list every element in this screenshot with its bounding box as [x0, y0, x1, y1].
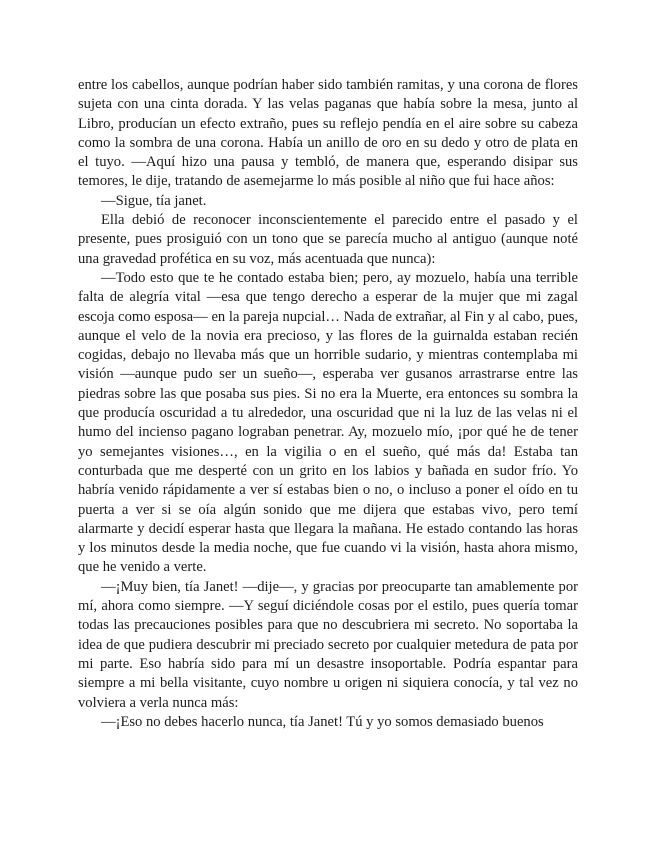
- paragraph-4: —Todo esto que te he contado estaba bien; pero, ay mozuelo, había una terrible falta de alegría vital —esa que tengo derecho a esperar de la mujer que mi zagal escoja como esposa— en la pareja nupcial… Nada de extrañar, al Fin y al cabo, pues, aunque el velo de la novia era precioso, y las flores de la guirnalda estaban recién cogidas, debajo no llevaba más que un horrible sudario, y mientras contemplaba mi visión —aunque pudo ser un sueño—, esperaba ver gusanos arrastrarse entre las piedras sobre las que posaba sus pies. Si no era la Muerte, era entonces su sombra la que producía oscuridad a tu alrededor, una oscuridad que ni la luz de las velas ni el humo del incienso pagano lograban penetrar. Ay, mozuelo mío, ¡por qué he de tener yo semejantes visiones…, en la vigilia o en el sueño, qué más da! Estaba tan conturbada que me desperté con un grito en los labios y bañada en sudor frío. Yo habría venido rápidamente a ver sí estabas bien o no, o incluso a poner el oído en tu puerta a ver si se oía algún sonido que me dijera que estabas vivo, pero temí alarmarte y decidí esperar hasta que llegara la mañana. He estado contando las horas y los minutos desde la media noche, que fue cuando vi la visión, hasta ahora mismo, que he venido a verte.: [78, 269, 578, 576]
- paragraph-5: —¡Muy bien, tía Janet! —dije—, y gracias por preocuparte tan amablemente por mí, ahora como siempre. —Y seguí diciéndole cosas por el estilo, pues quería tomar todas las precauciones posibles para que no descubriera mi secreto. No soportaba la idea de que pudiera descubrir mi preciado secreto por cualquier metedura de pata por mi parte. Eso habría sido para mí un desastre insoportable. Podría espantar para siempre a mi bella visitante, cuyo nombre u origen ni siquiera conocía, y tal vez no volviera a verla nunca más:: [78, 578, 578, 711]
- paragraph-6: —¡Eso no debes hacerlo nunca, tía Janet! Tú y yo somos demasiado buenos: [101, 713, 544, 730]
- paragraph-3: Ella debió de reconocer inconscientemente el parecido entre el pasado y el presente, pues prosiguió con un tono que se parecía mucho al antiguo (aunque noté una gravedad profética en su voz, más acentuada que nunca):: [78, 212, 578, 267]
- paragraph-1: entre los cabellos, aunque podrían haber sido también ramitas, y una corona de flores sujeta con una cinta dorada. Y las velas paganas que había sobre la mesa, junto al Libro, producían un efecto extraño, pues su reflejo pendía en el aire sobre su cabeza como la sombra de una corona. Había un anillo de oro en su dedo y otro de plata en el tuyo. —Aquí hizo una pausa y tembló, de manera que, esperando disipar sus temores, le dije, tratando de asemejarme lo más posible al niño que fui hace años:: [78, 77, 578, 190]
- page-body: [78, 76, 578, 732]
- paragraph-2: —Sigue, tía janet.: [101, 192, 207, 209]
